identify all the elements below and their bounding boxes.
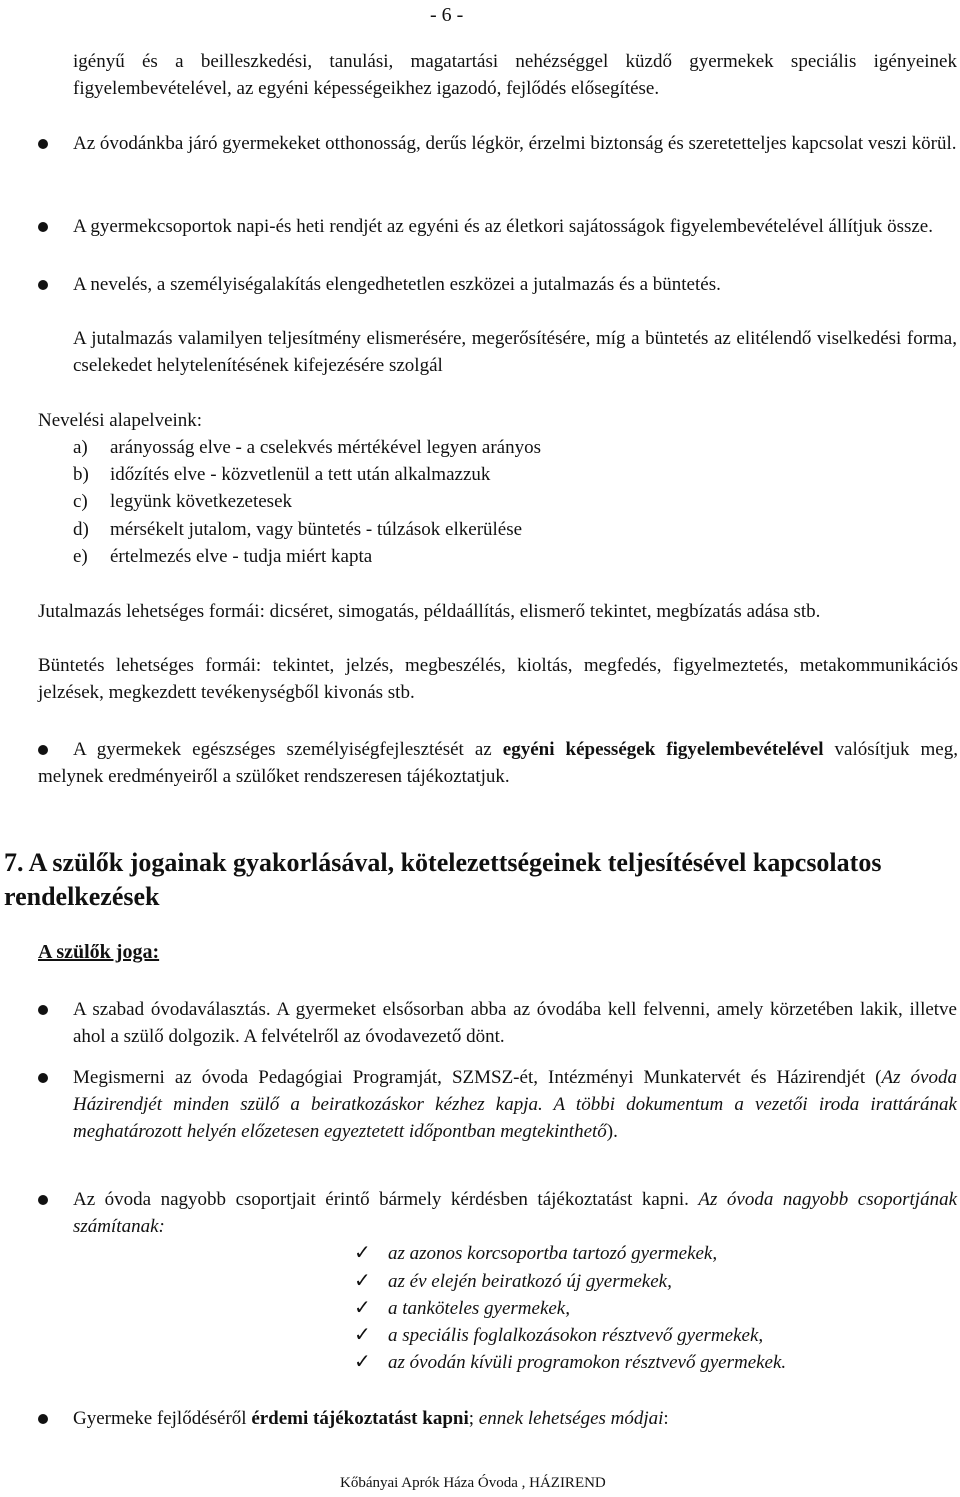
principle-text: arányosság elve - a cselekvés mértékével legyen arányos [110, 437, 541, 458]
principle-label: c) [73, 491, 88, 512]
health-text-pre: A gyermekek egészséges személyiségfejlesztését az [73, 739, 503, 760]
bullet-neveles-eszkozei: A nevelés, a személyiségalakítás elengedhetetlen eszközei a jutalmazás és a büntetés. [73, 274, 721, 295]
check-mark-icon: ✓ [354, 1324, 371, 1346]
bullet-napirend: A gyermekcsoportok napi-és heti rendjét az egyéni és az életkori sajátosságok figyelembevételével állítjuk össze. [73, 216, 933, 237]
bullet-icon [38, 1414, 48, 1424]
checklist-item: a tanköteles gyermekek, [388, 1298, 570, 1319]
principle-text: legyünk következetesek [110, 491, 293, 512]
right-fejlodes-mid: ; [468, 1408, 479, 1429]
rights-heading: A szülők joga: [38, 941, 160, 963]
right-dokumentumok [73, 1064, 957, 1145]
principle-label: a) [73, 437, 88, 458]
right-tajekoztatas-italic: Az óvoda nagyobb csoportjának számítanak: [73, 1189, 957, 1237]
bullet-icon [38, 1073, 48, 1083]
health-text-bold: egyéni képességek figyelembevételével [502, 739, 824, 760]
page-footer: Kőbányai Aprók Háza Óvoda , HÁZIREND [340, 1475, 606, 1491]
jutalmazas-paragraph: A jutalmazás valamilyen teljesítmény elismerésére, megerősítésére, míg a büntetés az elitélendő viselkedési forma, cselekedet helytelenítésének kifejezésére szolgál [73, 328, 957, 376]
health-text-post: valósítjuk meg, melynek eredményeiről a szülőket rendszeresen tájékoztatjuk. [38, 739, 958, 787]
right-dokumentumok-end: ). [606, 1121, 618, 1142]
bullet-otthonossag: Az óvodánkba járó gyermekeket otthonosság, derűs légkör, érzelmi biztonság és szeretetteljes kapcsolat veszi körül. [73, 133, 957, 154]
right-ovodavalasztas: A szabad óvodaválasztás. A gyermeket elsősorban abba az óvodába kell felvenni, amely körzetében lakik, illetve ahol a szülő dolgozik. A felvételről az óvodavezető dönt. [73, 999, 957, 1047]
intro-paragraph: igényű és a beilleszkedési, tanulási, magatartási nehézséggel küzdő gyermekek speciális igényeinek figyelembevételével, az egyéni képességeikhez igazodó, fejlődés elősegítése. [73, 51, 957, 99]
page-number: - 6 - [430, 4, 464, 26]
check-mark-icon: ✓ [354, 1351, 371, 1373]
principle-label: d) [73, 519, 89, 540]
punishment-forms: Büntetés lehetséges formái: tekintet, jelzés, megbeszélés, kioltás, megfedés, figyelmeztetés, metakommunikációs jelzések, megkezdett tevékenységből kivonás stb. [38, 655, 958, 703]
right-fejlodes-italic: ennek lehetséges módjai [478, 1408, 664, 1429]
right-fejlodes-end: : [663, 1408, 669, 1429]
right-fejlodes [73, 1405, 957, 1432]
right-dokumentumok-italic: Az óvoda Házirendjét minden szülő a beiratkozáskor kézhez kapja. A többi dokumentum a vezetői iroda irattárának meghatározott helyén előzetesen egyeztetett időpontban megtekinthető [73, 1067, 957, 1142]
bullet-icon [38, 280, 48, 290]
checklist-item: az azonos korcsoportba tartozó gyermekek, [388, 1243, 718, 1264]
checklist-item: a speciális foglalkozásokon résztvevő gyermekek, [388, 1325, 764, 1346]
check-mark-icon: ✓ [354, 1270, 371, 1292]
check-mark-icon: ✓ [354, 1297, 371, 1319]
check-mark-icon: ✓ [354, 1242, 371, 1264]
principles-title: Nevelési alapelveink: [38, 410, 203, 431]
reward-forms: Jutalmazás lehetséges formái: dicséret, simogatás, példaállítás, elismerő tekintet, megbízatás adása stb. [38, 601, 821, 622]
principle-label: e) [73, 546, 88, 567]
principle-text: mérsékelt jutalom, vagy büntetés - túlzások elkerülése [110, 519, 523, 540]
principle-text: időzítés elve - közvetlenül a tett után alkalmazzuk [110, 464, 491, 485]
right-fejlodes-bold: érdemi tájékoztatást kapni [251, 1408, 469, 1429]
bullet-icon [38, 1195, 48, 1205]
right-fejlodes-text: Gyermeke fejlődéséről [73, 1408, 252, 1429]
right-tajekoztatas-text: Az óvoda nagyobb csoportjait érintő bármely kérdésben tájékoztatást kapni. [73, 1189, 699, 1210]
bullet-icon [38, 139, 48, 149]
checklist-item: az óvodán kívüli programokon résztvevő gyermekek. [388, 1352, 787, 1373]
bullet-icon [38, 222, 48, 232]
section-title: 7. A szülők jogainak gyakorlásával, kötelezettségeinek teljesítésével kapcsolatos rendelkezések [4, 848, 882, 911]
checklist-item: az év elején beiratkozó új gyermekek, [388, 1271, 672, 1292]
health-paragraph [38, 736, 958, 790]
principle-label: b) [73, 464, 89, 485]
principle-text: értelmezés elve - tudja miért kapta [110, 546, 373, 567]
right-dokumentumok-text: Megismerni az óvoda Pedagógiai Programját, SZMSZ-ét, Intézményi Munkatervét és Házirendjét ( [73, 1067, 882, 1088]
right-tajekoztatas [73, 1186, 957, 1240]
bullet-icon [38, 1005, 48, 1015]
